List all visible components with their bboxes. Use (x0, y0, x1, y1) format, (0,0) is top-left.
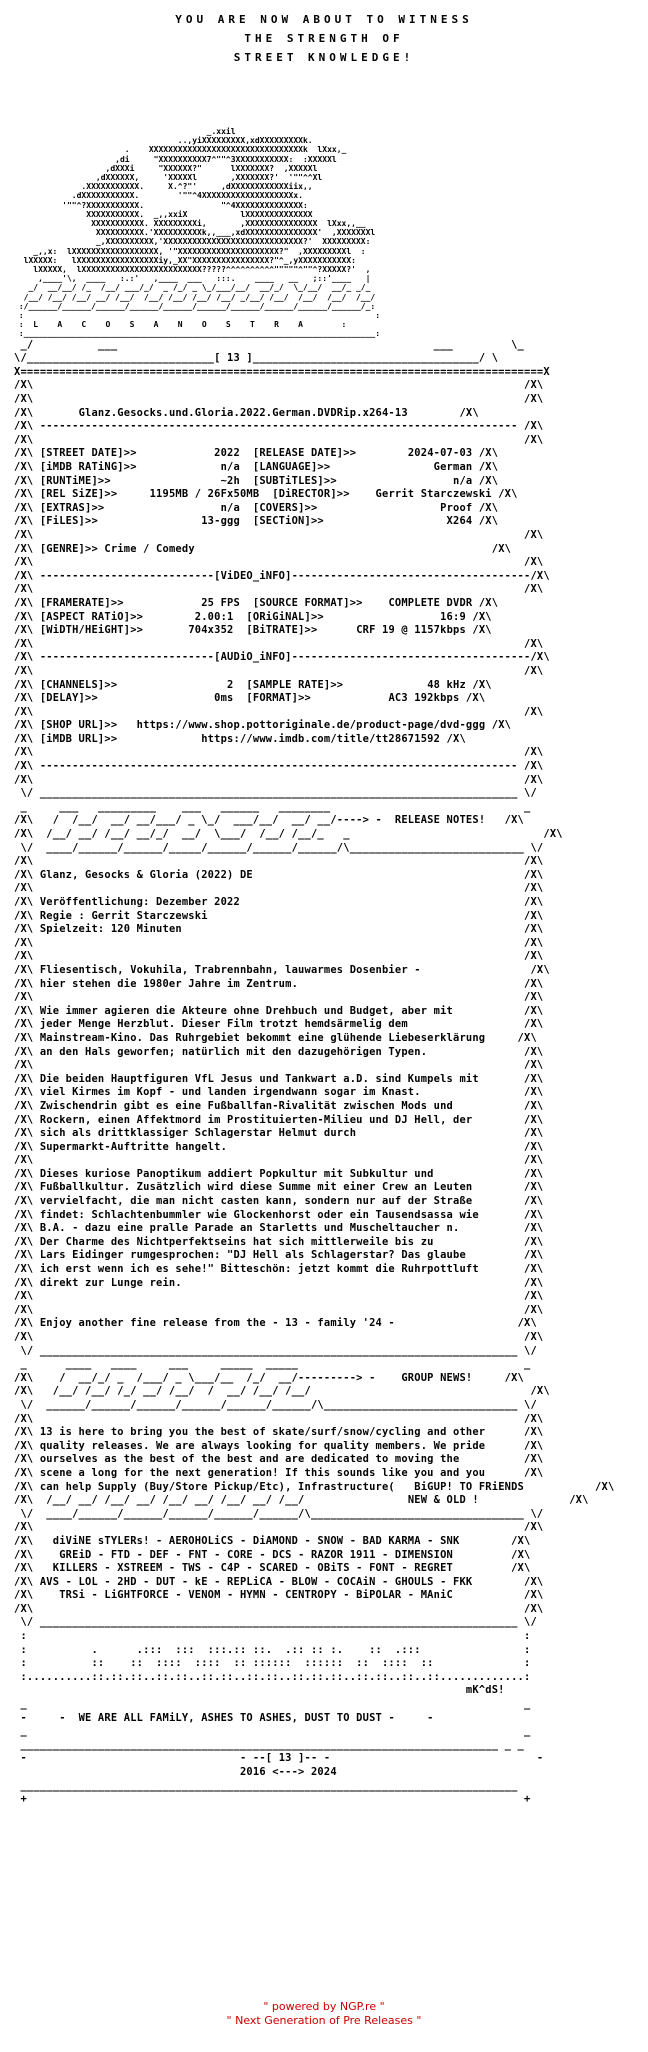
aspect-ratio: 2.00:1 (194, 610, 234, 623)
motto: WE ARE ALL FAMiLY, ASHES TO ASHES, DUST TO DUST (78, 1711, 382, 1724)
files: 13-ggg (201, 515, 240, 528)
friends-line-2: GREiD - FTD - DEF - FNT - CORE - DCS - RAZOR 1911 - DIMENSION (59, 1548, 454, 1561)
friends-line-4: AVS - LOL - 2HD - DUT - kE - REPLiCA - BLOW - COCAiN - GHOULS - FKK (39, 1575, 473, 1588)
years: 2016 <---> 2024 (239, 1766, 337, 1779)
release-date: 2024-07-03 (407, 447, 473, 460)
notes-heading: Glanz, Gesocks & Gloria (2022) DE (39, 868, 253, 881)
imdb-url-link[interactable]: https://www.imdb.com/title/tt28671592 (201, 732, 441, 745)
friends-line-3: KILLERS - XSTREEM - TWS - C4P - SCARED - OBiTS - FONT - REGRET (52, 1562, 453, 1575)
sample-rate: 48 kHz (427, 678, 466, 691)
intro-line-1: YOU ARE NOW ABOUT TO WITNESS (175, 13, 473, 26)
notes-enjoy: Enjoy another fine release from the - 13 - family '24 - (39, 1317, 395, 1330)
language: German (433, 461, 473, 474)
original-ratio: 16:9 (440, 610, 466, 623)
rel-size: 1195MB / 26Fx50MB (149, 488, 260, 501)
group-tag: 13 (227, 352, 240, 365)
friends-line-5: TRSi - LiGHTFORCE - VENOM - HYMN - CENTROPY - BiPOLAR - MAniC (59, 1589, 454, 1602)
notes-release: Veröffentlichung: Dezember 2022 (39, 896, 240, 909)
footer-powered-by[interactable]: " powered by NGP.re " (263, 2000, 385, 2013)
shop-url-link[interactable]: https://www.shop.pottoriginale.de/product-page/dvd-ggg (136, 719, 486, 732)
genre: Crime / Comedy (104, 542, 195, 555)
subtitles: n/a (453, 474, 473, 487)
artist-tag: mK^dS! (465, 1684, 505, 1697)
audio-format: AC3 192kbps (388, 692, 460, 705)
notes-spielzeit: Spielzeit: 120 Minuten (39, 923, 182, 936)
imdb-rating: n/a (220, 461, 240, 474)
bitrate: CRF 19 @ 1157kbps (356, 624, 466, 637)
group-news-heading: GROUP NEWS! (401, 1371, 473, 1384)
nfo-document (14, 6, 634, 1807)
release-notes-heading: RELEASE NOTES! (394, 814, 486, 827)
group-tag-bottom: 13 (278, 1752, 292, 1765)
channels: 2 (227, 678, 234, 691)
logo-letters: L A C O S A N O S T R A (33, 320, 303, 330)
intro-line-3: STREET KNOWLEDGE! (233, 51, 415, 64)
intro-line-2: THE STRENGTH OF (244, 32, 404, 45)
covers: Proof (440, 501, 473, 514)
ascii-logo-art: _.xxil ..,yiXXXXXXXXX,xdXXXXXXXXXk. . XXXXXXXXXXXXXXXXXXXXXXXXXXXXXXXXk lXxx,_ ,di "XXXXXXXXXX7^""^3XXXXXXXXXXX: :XXXXXl ,dXXXi "XXXXXX?" lXXXXXXX? ,XXXXXl ,dXXXXXX, 'XXXXXl ,XXXXXXX?' '""^^Xl .XXXXXXXXXXX. X.^?"' ,dXXXXXXXXXXXXiix,, .dXXXXXXXXXXX. '""^4XXXXXXXXXXXXXXXXXXXx. '""^?XXXXXXXXXXX. "^4XXXXXXXXXXXXXX: XXXXXXXXXXX. _,,xxiX lXXXXXXXXXXXXXX XXXXXXXXXXX. XXXXXXXXXi, ,XXXXXXXXXXXXXXX lXxx,,__ XXXXXXXXXX.'XXXXXXXXXXk,,___,xdXXXXXXXXXXXXXXX' ,XXXXXXXl _,XXXXXXXXXX,'XXXXXXXXXXXXXXXXXXXXXXXXXXXXX?' XXXXXXXXX: _,,x: lXXXXXXXXXXXXXXXXXX, '"XXXXXXXXXXXXXXXXXXXXX?" ,XXXXXXXXXl : lXXXXX: lXXXXXXXXXXXXXXXXXiy,_XX"XXXXXXXXXXXXXXXX?"^_,yXXXXXXXXXXX: lXXXXX, lXXXXXXXXXXXXXXXXXXXXXXXXX?????^^^^^^^^^^"""""^""^?XXXXX?' , ,____'\, ____ :.:' ,____ ___ :::. ____ __ ;::'____ | _/ __/__/ /_ /__/ ___/_/ _ /_/ _ \_/___/__/ __/_/ \_/__/ __/_ _/_ /__/ /__/ /__/ __/ /__/ /__/ /__/ /__/ /__/ _/__/ /__/ /__/ /__/ /__/ :/______/______/______/______/______/______/______/______/______/______/_: : : : L A C O S A N O S T R A : :_________________________________________________________________________: (18, 127, 381, 339)
intro-text (14, 10, 634, 67)
runtime: ~2h (220, 474, 240, 487)
section: X264 (446, 515, 473, 528)
nfo-body: _/ ___ ___ \_ \/_____________________________[ 13 ]___________________________________/ \ X=================================================================================X /X\ /X\ /X\ /X\ /X\ Glanz.Gesocks.und.Gloria.2022.German.DVDRip.x264-13 /X\ /X\ -------------------------------------------------------------------------- /X\ /X\ /X\ /X\ [STREET DATE]>> 2022 [RELEASE DATE]>> 2024-07-03 /X\ /X\ [iMDB RATiNG]>> n/a [LANGUAGE]>> German /X\ /X\ [RUNTiME]>> ~2h [SUBTiTLES]>> n/a /X\ /X\ [REL SiZE]>> 1195MB / 26Fx50MB [DiRECTOR]>> Gerrit Starczewski /X\ /X\ [EXTRAS]>> n/a [COVERS]>> Proof /X\ /X\ [FiLES]>> 13-ggg [SECTiON]>> X264 /X\ /X\ /X\ /X\ [GENRE]>> Crime / Comedy /X\ /X\ /X\ /X\ ---------------------------[ViDEO_iNFO]-------------------------------------/X\ /X\ /X\ /X\ [FRAMERATE]>> 25 FPS [SOURCE FORMAT]>> COMPLETE DVDR /X\ /X\ [ASPECT RATiO]>> 2.00:1 [ORiGiNAL]>> 16:9 /X\ /X\ [WiDTH/HEiGHT]>> 704x352 [BiTRATE]>> CRF 19 @ 1157kbps /X\ /X\ /X\ /X\ ---------------------------[AUDiO_iNFO]-------------------------------------/X\ /X\ /X\ /X\ [CHANNELS]>> 2 [SAMPLE RATE]>> 48 kHz /X\ /X\ [DELAY]>> 0ms [FORMAT]>> AC3 192kbps /X\ /X\ /X\ /X\ [SHOP URL]>> https://www.shop.pottoriginale.de/product-page/dvd-ggg /X\ /X\ [iMDB URL]>> https://www.imdb.com/title/tt28671592 /X\ /X\ /X\ /X\ -------------------------------------------------------------------------- /X\ /X\ /X\ \/ __________________________________________________________________________ \/ _ ___ _________ ___ ______ ________ _ /X\ / /__/ __/ __/___/ _ \_/ ___/__/ __/ __/----> - RELEASE NOTES! /X\ /X\ /__/ __/ /__/ __/_/ __/ \___/ /__/ /__/_ _ /X\ \/ ____/______/______/_____/______/______/______/\___________________________ \/ /X\ /X\ /X\ Glanz, Gesocks & Gloria (2022) DE /X\ /X\ /X\ /X\ Veröffentlichung: Dezember 2022 /X\ /X\ Regie : Gerrit Starczewski /X\ /X\ Spielzeit: 120 Minuten /X\ /X\ /X\ /X\ /X\ /X\ Fliesentisch, Vokuhila, Trabrennbahn, lauwarmes Dosenbier - /X\ /X\ hier stehen die 1980er Jahre im Zentrum. /X\ /X\ /X\ /X\ Wie immer agieren die Akteure ohne Drehbuch und Budget, aber mit /X\ /X\ jeder Menge Herzblut. Dieser Film trotzt hemdsärmelig dem /X\ /X\ Mainstream-Kino. Das Ruhrgebiet bekommt eine glühende Liebeserklärung /X\ /X\ an den Hals geworfen; natürlich mit den dazugehörigen Typen. /X\ /X\ /X\ /X\ Die beiden Hauptfiguren VfL Jesus und Tankwart a.D. sind Kumpels mit /X\ /X\ viel Kirmes im Kopf - und landen irgendwann sogar im Knast. /X\ /X\ Zwischendrin gibt es eine Fußballfan-Rivalität zwischen Mods und /X\ /X\ Rockern, einen Affektmord im Prostituierten-Milieu und DJ Hell, der /X\ /X\ sich als drittklassiger Schlagerstar Helmut durch /X\ /X\ Supermarkt-Auftritte hangelt. /X\ /X\ /X\ /X\ Dieses kuriose Panoptikum addiert Popkultur mit Subkultur und /X\ /X\ Fußballkultur. Zusätzlich wird diese Summe mit einer Crew an Leuten /X\ /X\ vervielfacht, die man nicht casten kann, sondern nur auf der Straße /X\ /X\ findet: Schlachtenbummler wie Glockenhorst oder ein Tausendsassa wie /X\ /X\ B.A. - dazu eine pralle Parade an Starletts und Muscheltaucher n. /X\ /X\ Der Charme des Nichtperfektseins hat sich mittlerweile bis zu /X\ /X\ Lars Eidinger rumgesprochen: "DJ Hell als Schlagerstar? Das glaube /X\ /X\ ich erst wenn ich es sehe!" Bitteschön: jetzt kommt die Ruhrpottluft /X\ /X\ direkt zur Lunge rein. /X\ /X\ /X\ /X\ /X\ /X\ Enjoy another fine release from the - 13 - family '24 - /X\ /X\ /X\ \/ __________________________________________________________________________ \/ _ ____ ____ ___ _____ _____ _ /X\ / __/_/ _ /___/ _ \___/__ /_/ __/---------> - GROUP NEWS! /X\ /X\ /__/ /__/ /_/ __/ /__/ / __/ /__/ /__/ /X\ \/ ______/______/______/______/______/______/\______________________________ \/ /X\ /X\ /X\ 13 is here to bring you the best of skate/surf/snow/cycling and other /X\ /X\ quality releases. We are always looking for quality members. We pride /X\ /X\ ourselves as the best of the best and are dedicated to moving the /X\ /X\ scene a long for the next generation! If this sounds like you and you /X\ /X\ can help Supply (Buy/Store Pickup/Etc), Infrastructure( BiGUP! TO FRiENDS /X\ /X\ /__/ __/ /__/ __/ /__/ __/ /__/ __/ /__/ NEW & OLD ! /X\ \/ ____/______/______/______/______/______/\_________________________________ \/ /X\ /X\ /X\ diViNE sTYLERs! - AEROHOLiCS - DiAMOND - SNOW - BAD KARMA - SNK /X\ /X\ GREiD - FTD - DEF - FNT - CORE - DCS - RAZOR 1911 - DIMENSION /X\ /X\ KILLERS - XSTREEM - TWS - C4P - SCARED - OBiTS - FONT - REGRET /X\ /X\ AVS - LOL - 2HD - DUT - kE - REPLiCA - BLOW - COCAiN - GHOULS - FKK /X\ /X\ TRSi - LiGHTFORCE - VENOM - HYMN - CENTROPY - BiPOLAR - MAniC /X\ /X\ /X\ \/ __________________________________________________________________________ \/ : : : . .::: ::: :::.:: ::. .:: :: :. :: .::: : : :: :: :::: :::: :: :::::: :::::: :: :::: :: : :..........::.::.::..::.::..::.::..::.::..::.::.::..::.::..::..::.............: mK^dS! _ _ - - WE ARE ALL FAMiLY, ASHES TO ASHES, DUST TO DUST - - _ _ __________________________________________________________________________ _ _ - - --[ 13 ]-- - - 2016 <---> 2024 _____________________________________________________________________________ + + (14, 338, 615, 1806)
friends-line-1: diViNE sTYLERs! - AEROHOLiCS - DiAMOND - SNOW - BAD KARMA - SNK (52, 1534, 460, 1547)
footer-ngp-tagline: " Next Generation of Pre Releases " (226, 2014, 422, 2027)
release-title: Glanz.Gesocks.und.Gloria.2022.German.DVDRip.x264-13 (78, 406, 408, 419)
framerate: 25 FPS (201, 596, 240, 609)
bigup-heading-1: BiGUP! TO FRiENDS (414, 1480, 525, 1493)
director: Gerrit Starczewski (375, 488, 492, 501)
delay: 0ms (214, 692, 234, 705)
width-height: 704x352 (188, 624, 234, 637)
footer (0, 2000, 648, 2028)
notes-regie: Regie : Gerrit Starczewski (39, 909, 208, 922)
source-format: COMPLETE DVDR (388, 596, 473, 609)
extras: n/a (220, 501, 240, 514)
bigup-heading-2: NEW & OLD ! (407, 1494, 479, 1507)
street-date: 2022 (214, 447, 240, 460)
